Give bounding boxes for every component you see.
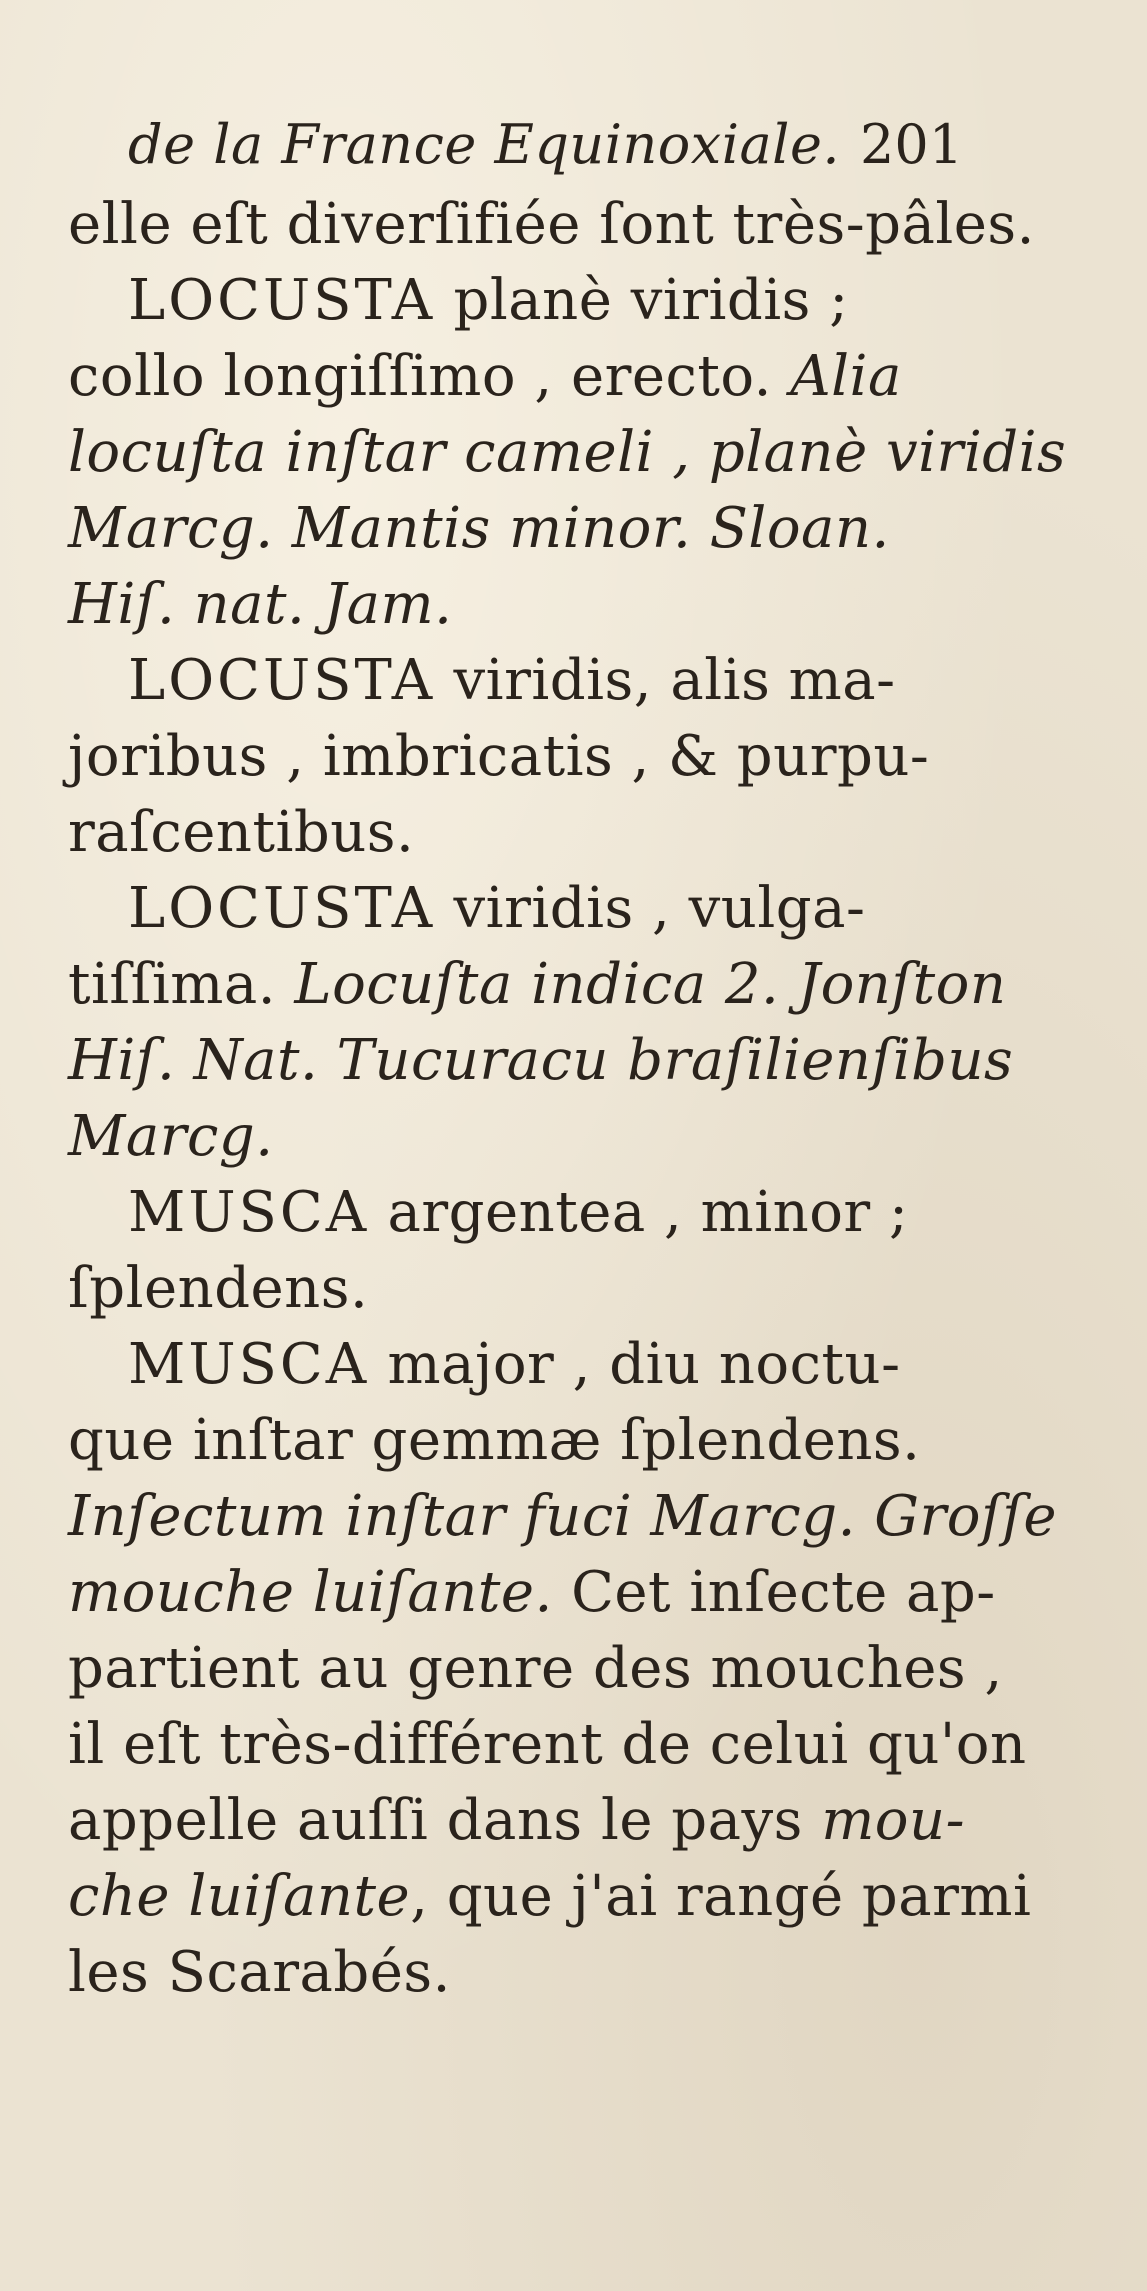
text-run: appelle auſſi dans le pays bbox=[68, 1788, 822, 1853]
text-line bbox=[68, 1862, 1068, 1932]
italic-run: che luiſante bbox=[68, 1864, 411, 1929]
text-line bbox=[128, 646, 1128, 716]
text-line bbox=[68, 1026, 1068, 1096]
italic-run: Marcg. bbox=[68, 1104, 274, 1169]
text-run: Cet inſecte ap- bbox=[552, 1560, 996, 1625]
text-line bbox=[68, 1102, 1068, 1172]
text-run: viridis, alis ma- bbox=[435, 648, 896, 713]
text-line bbox=[68, 190, 1068, 260]
italic-run: Alia bbox=[790, 344, 902, 409]
page-number: 201 bbox=[860, 113, 964, 176]
italic-run: Locuſta indica 2. Jonſton bbox=[294, 952, 1007, 1017]
text-run: elle eſt diverſifiée ſont très-pâles. bbox=[68, 192, 1035, 257]
text-line bbox=[128, 1178, 1128, 1248]
text-run: planè viridis ; bbox=[435, 268, 849, 333]
entry-heading: LOCUSTA bbox=[128, 268, 436, 333]
text-run: , que j'ai rangé parmi bbox=[410, 1864, 1032, 1929]
text-run: que inſtar gemmæ ſplendens. bbox=[68, 1408, 921, 1473]
text-line bbox=[68, 1938, 1068, 2008]
text-run: partient au genre des mouches , bbox=[68, 1636, 1003, 1701]
italic-run: mou- bbox=[821, 1788, 966, 1853]
running-title: de la France Equinoxiale. bbox=[128, 113, 841, 176]
italic-run: mouche luiſante. bbox=[68, 1560, 553, 1625]
text-line bbox=[68, 950, 1068, 1020]
entry-heading: MUSCA bbox=[128, 1332, 370, 1397]
text-run: ſplendens. bbox=[68, 1256, 369, 1321]
text-run: raſcentibus. bbox=[68, 800, 415, 865]
text-line bbox=[68, 342, 1068, 412]
italic-run: Hiſ. Nat. Tucuracu braſilienſibus bbox=[68, 1028, 1014, 1093]
text-line bbox=[68, 1710, 1068, 1780]
text-line bbox=[68, 1406, 1068, 1476]
text-line bbox=[68, 1254, 1068, 1324]
text-line bbox=[68, 418, 1068, 488]
text-run: il eſt très-différent de celui qu'on bbox=[68, 1712, 1027, 1777]
text-line bbox=[68, 722, 1068, 792]
text-line bbox=[68, 1634, 1068, 1704]
text-line bbox=[68, 1786, 1068, 1856]
entry-heading: LOCUSTA bbox=[128, 648, 436, 713]
text-run: joribus , imbricatis , & purpu- bbox=[68, 724, 930, 789]
text-line bbox=[68, 1558, 1068, 1628]
italic-run: Inſectum inſtar fuci Marcg. Groſſe bbox=[68, 1484, 1058, 1549]
entry-heading: MUSCA bbox=[128, 1180, 370, 1245]
text-run: les Scarabés. bbox=[68, 1940, 451, 2005]
text-line bbox=[128, 874, 1128, 944]
text-line bbox=[68, 798, 1068, 868]
text-line bbox=[128, 1330, 1128, 1400]
text-run: viridis , vulga- bbox=[435, 876, 866, 941]
text-line bbox=[68, 494, 1068, 564]
text-run: collo longiſſimo , erecto. bbox=[68, 344, 791, 409]
italic-run: Hiſ. nat. Jam. bbox=[68, 572, 453, 637]
text-run: argentea , minor ; bbox=[369, 1180, 909, 1245]
text-line bbox=[128, 266, 1128, 336]
text-run: tiſſima. bbox=[68, 952, 295, 1017]
italic-run: locuſta inſtar cameli , planè viridis bbox=[68, 420, 1067, 485]
entry-heading: LOCUSTA bbox=[128, 876, 436, 941]
text-run: major , diu noctu- bbox=[369, 1332, 901, 1397]
italic-run: Marcg. Mantis minor. Sloan. bbox=[68, 496, 890, 561]
text-line bbox=[68, 1482, 1068, 1552]
text-line bbox=[68, 570, 1068, 640]
